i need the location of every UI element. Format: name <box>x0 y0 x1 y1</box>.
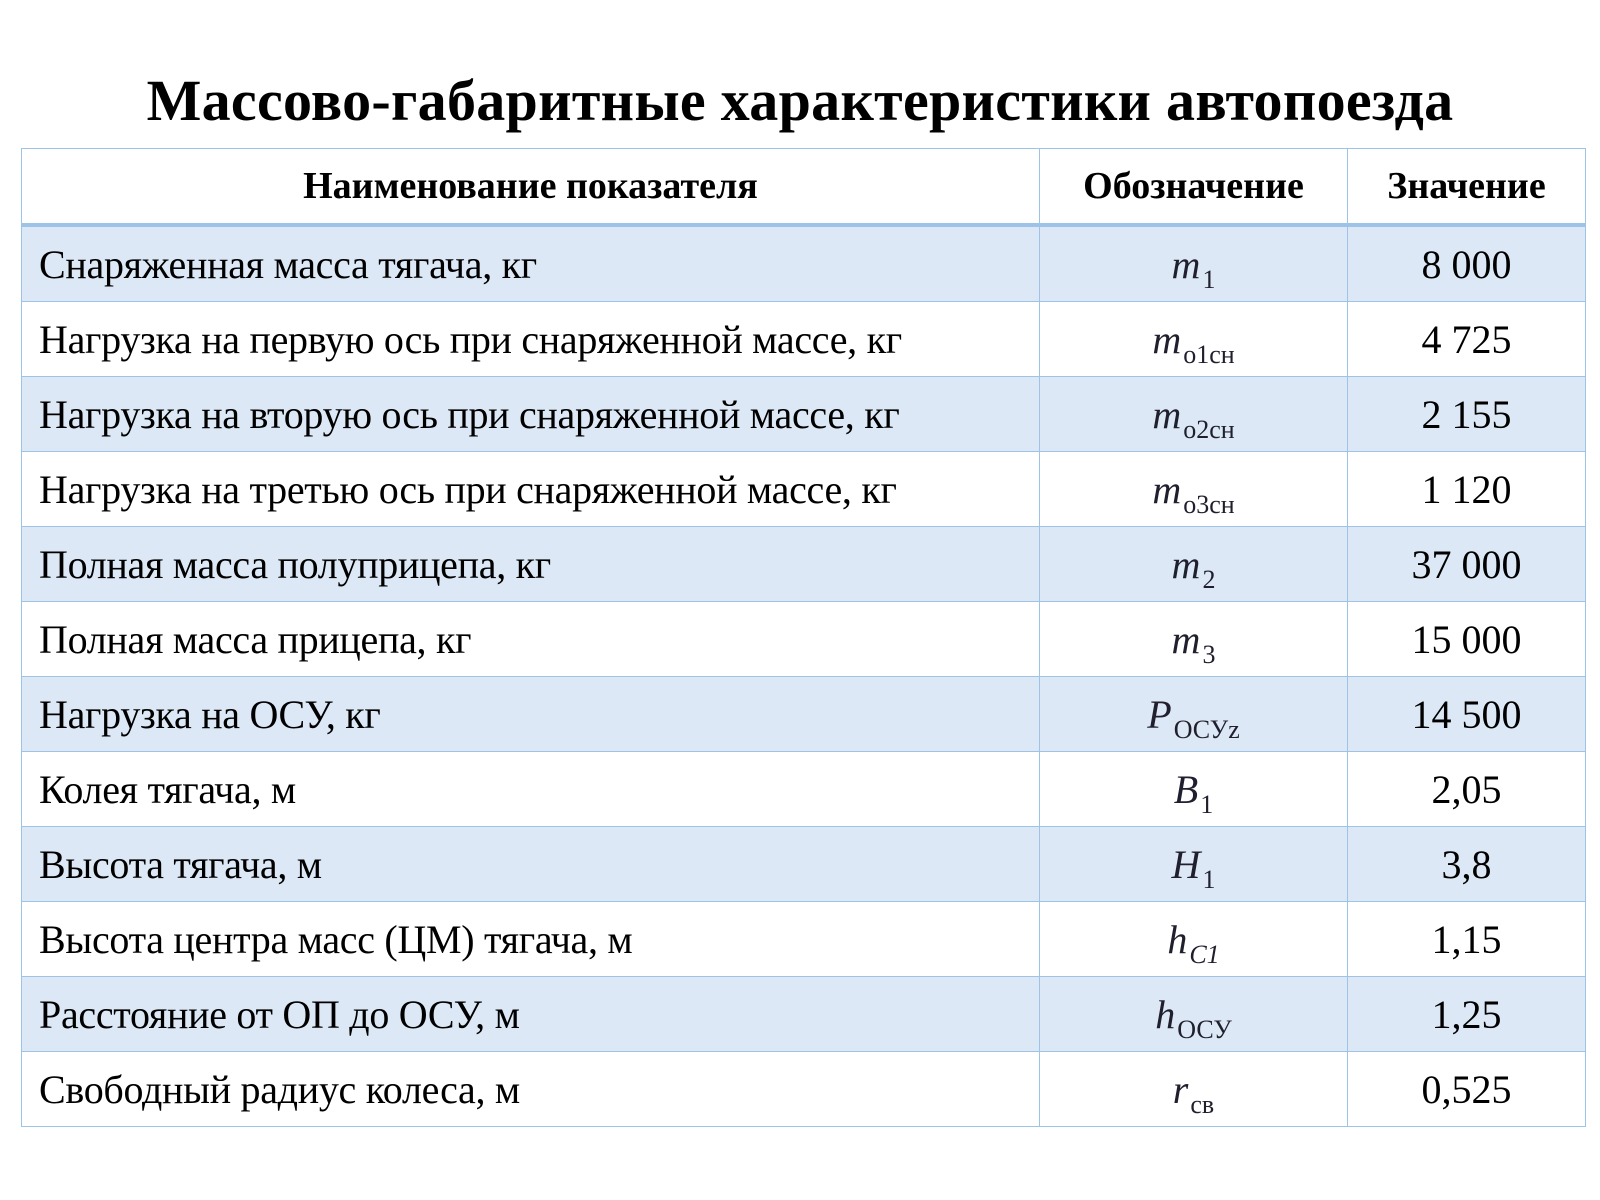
row-value: 4 725 <box>1348 302 1586 377</box>
row-value: 2,05 <box>1348 752 1586 827</box>
symbol-subscript: 3 <box>1202 639 1216 669</box>
row-symbol <box>1040 602 1348 677</box>
row-value: 14 500 <box>1348 677 1586 752</box>
row-name: Колея тягача, м <box>22 752 1040 827</box>
page-title: Массово-габаритные характеристики автопоезда <box>146 67 1454 133</box>
table-body <box>22 225 1586 1127</box>
header-value: Значение <box>1348 149 1586 226</box>
symbol-subscript: 2 <box>1202 564 1216 594</box>
symbol-letter: h <box>1167 916 1188 962</box>
row-symbol <box>1040 1052 1348 1127</box>
row-symbol <box>1040 752 1348 827</box>
table-row <box>22 377 1586 452</box>
symbol-subscript: 1 <box>1202 864 1216 894</box>
symbol-subscript: 1 <box>1200 789 1214 819</box>
symbol-letter: m <box>1152 466 1182 512</box>
symbol-subscript: о3сн <box>1183 489 1235 519</box>
table-row <box>22 677 1586 752</box>
row-symbol <box>1040 302 1348 377</box>
header-symbol: Обозначение <box>1040 149 1348 226</box>
symbol-letter: m <box>1171 616 1201 662</box>
table-row <box>22 977 1586 1052</box>
row-symbol <box>1040 452 1348 527</box>
symbol-subscript: C1 <box>1189 939 1220 969</box>
row-name: Нагрузка на ОСУ, кг <box>22 677 1040 752</box>
table-row <box>22 452 1586 527</box>
symbol-letter: P <box>1147 691 1172 737</box>
symbol-letter: m <box>1171 241 1201 287</box>
table-row <box>22 602 1586 677</box>
row-symbol <box>1040 902 1348 977</box>
row-name: Нагрузка на вторую ось при снаряженной массе, кг <box>22 377 1040 452</box>
symbol-letter: h <box>1155 991 1176 1037</box>
row-name: Полная масса прицепа, кг <box>22 602 1040 677</box>
row-name: Нагрузка на третью ось при снаряженной массе, кг <box>22 452 1040 527</box>
row-value: 1,25 <box>1348 977 1586 1052</box>
row-symbol <box>1040 827 1348 902</box>
row-value: 2 155 <box>1348 377 1586 452</box>
symbol-letter: m <box>1171 541 1201 587</box>
table-row <box>22 302 1586 377</box>
row-value: 15 000 <box>1348 602 1586 677</box>
symbol-letter: r <box>1172 1066 1189 1112</box>
row-symbol <box>1040 225 1348 302</box>
symbol-subscript: ОСУ <box>1177 1014 1232 1044</box>
table-row <box>22 225 1586 302</box>
symbol-letter: m <box>1152 391 1182 437</box>
symbol-letter: m <box>1152 316 1182 362</box>
symbol-subscript: 1 <box>1202 264 1216 294</box>
row-symbol <box>1040 977 1348 1052</box>
row-symbol <box>1040 377 1348 452</box>
symbol-letter: H <box>1171 841 1201 887</box>
row-value: 37 000 <box>1348 527 1586 602</box>
row-value: 1 120 <box>1348 452 1586 527</box>
symbol-subscript: ОСУz <box>1173 714 1240 744</box>
row-name: Высота тягача, м <box>22 827 1040 902</box>
row-value: 1,15 <box>1348 902 1586 977</box>
row-value: 3,8 <box>1348 827 1586 902</box>
row-name: Расстояние от ОП до ОСУ, м <box>22 977 1040 1052</box>
table-row <box>22 827 1586 902</box>
row-name: Полная масса полуприцепа, кг <box>22 527 1040 602</box>
row-name: Снаряженная масса тягача, кг <box>22 225 1040 302</box>
row-value: 0,525 <box>1348 1052 1586 1127</box>
table-row <box>22 752 1586 827</box>
row-name: Высота центра масс (ЦМ) тягача, м <box>22 902 1040 977</box>
header-name: Наименование показателя <box>22 149 1040 226</box>
row-name: Нагрузка на первую ось при снаряженной массе, кг <box>22 302 1040 377</box>
table-header-row <box>22 149 1586 226</box>
spec-table <box>21 148 1586 1127</box>
symbol-subscript: св <box>1190 1089 1215 1119</box>
table-row <box>22 527 1586 602</box>
table-row <box>22 902 1586 977</box>
row-name: Свободный радиус колеса, м <box>22 1052 1040 1127</box>
row-symbol <box>1040 677 1348 752</box>
table-row <box>22 1052 1586 1127</box>
symbol-subscript: о2сн <box>1183 414 1235 444</box>
symbol-letter: B <box>1173 766 1199 812</box>
symbol-subscript: о1сн <box>1183 339 1235 369</box>
row-value: 8 000 <box>1348 225 1586 302</box>
row-symbol <box>1040 527 1348 602</box>
